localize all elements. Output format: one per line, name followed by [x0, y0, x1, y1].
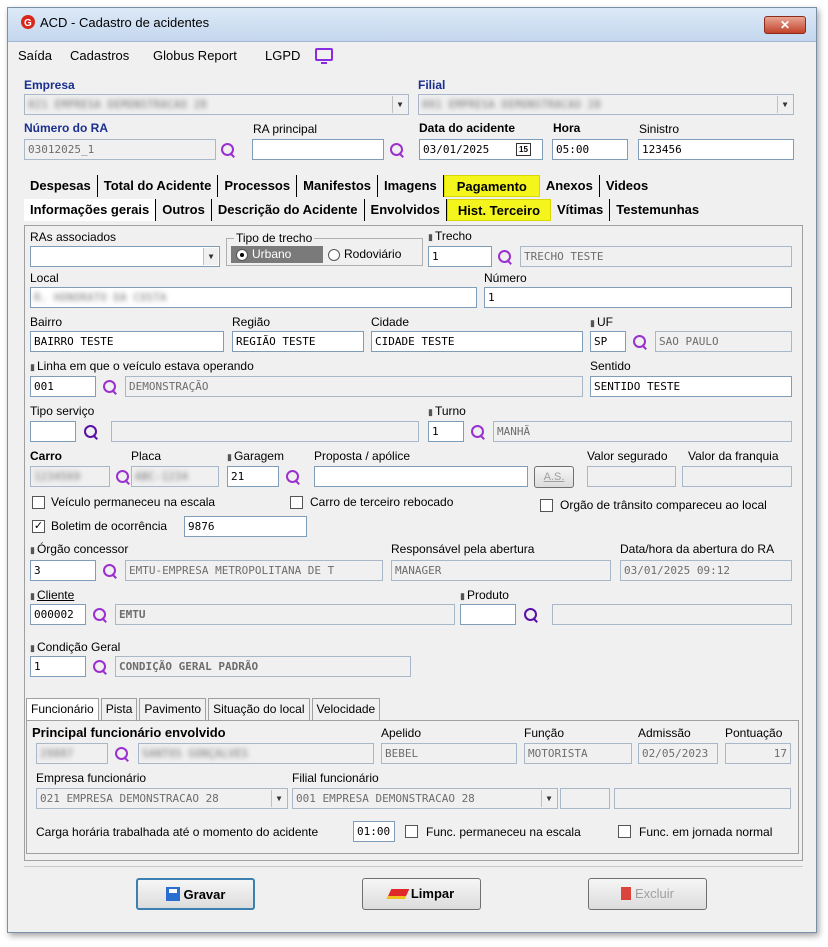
limpar-label: Limpar [410, 886, 455, 901]
turno-label [428, 404, 466, 418]
carro-field[interactable] [30, 466, 110, 487]
pin-icon: ▮ [30, 591, 35, 601]
valor-franquia-field[interactable] [682, 466, 792, 487]
pin-icon: ▮ [30, 545, 35, 555]
linha-label [30, 359, 254, 373]
boletim-field[interactable]: 9876 [184, 516, 307, 537]
empresa-func-select[interactable] [36, 788, 288, 809]
hora-field[interactable]: 05:00 [552, 139, 628, 160]
search-icon[interactable] [83, 424, 99, 440]
data-abertura-label: Data/hora da abertura do RA [620, 542, 775, 556]
empresa-select[interactable] [24, 94, 409, 115]
trash-icon [621, 887, 631, 900]
orgao-label [30, 542, 128, 556]
menu-lgpd[interactable]: LGPD [265, 48, 301, 63]
funcao-label: Função [524, 726, 565, 740]
ra-principal-label: RA principal [253, 122, 318, 136]
search-icon[interactable] [470, 424, 486, 440]
proposta-label: Proposta / apólice [314, 449, 411, 463]
search-icon[interactable] [115, 469, 131, 485]
subtabs [26, 698, 382, 720]
func-escala-label: Func. permaneceu na escala [426, 825, 581, 839]
urbano-label: Urbano [252, 247, 292, 261]
search-icon[interactable] [523, 607, 539, 623]
chevron-down-icon[interactable]: ▼ [271, 790, 286, 807]
tab-envolvidos[interactable]: Envolvidos [365, 199, 447, 221]
garagem-label-text: Garagem [233, 449, 284, 463]
tab-videos[interactable]: Videos [605, 178, 649, 193]
boletim-checkbox[interactable]: ✓ [33, 520, 44, 532]
filial-label: Filial [418, 78, 446, 92]
data-abertura-field: 03/01/2025 09:12 [620, 560, 792, 581]
pin-icon: ▮ [227, 452, 232, 462]
turno-code-field[interactable]: 1 [428, 421, 464, 442]
tipo-servico-desc-field [111, 421, 419, 442]
tab-descricao-acidente[interactable]: Descrição do Acidente [212, 199, 365, 221]
condicao-desc-field: CONDIÇÃO GERAL PADRÃO [115, 656, 411, 677]
func-jornada-label: Func. em jornada normal [639, 825, 773, 839]
pin-icon: ▮ [428, 232, 433, 242]
rodoviario-label: Rodoviário [344, 247, 402, 261]
tab-imagens[interactable]: Imagens [378, 175, 444, 197]
empresa-func-value: 021 EMPRESA DEMONSTRACAO 28 [40, 792, 219, 805]
eraser-icon [386, 889, 409, 899]
tipo-trecho-label: Tipo de trecho [236, 231, 313, 245]
linha-label-text: Linha em que o veículo estava operando [36, 359, 254, 373]
carro-terceiro-label: Carro de terceiro rebocado [310, 495, 454, 509]
close-button[interactable]: ✕ [764, 16, 806, 34]
rodoviario-radio[interactable] [328, 249, 340, 261]
gravar-label: Gravar [183, 887, 226, 902]
local-label: Local [30, 271, 59, 285]
placa-field [131, 466, 219, 487]
apelido-field: BEBEL [381, 743, 517, 764]
filial-func-label: Filial funcionário [292, 771, 379, 785]
garagem-label [227, 449, 284, 463]
carga-label: Carga horária trabalhada até o momento do acidente [36, 825, 319, 839]
regiao-field[interactable]: REGIÃO TESTE [232, 331, 364, 352]
tab-anexos[interactable]: Anexos [540, 175, 600, 197]
numero-ra-field[interactable]: 03012025_1 [24, 139, 216, 160]
hora-label: Hora [553, 121, 581, 135]
local-field[interactable] [30, 287, 477, 308]
empresa-value: 021 EMPRESA DEMONSTRACAO 28 [28, 98, 207, 111]
chevron-down-icon[interactable]: ▼ [541, 790, 556, 807]
orgao-code-field[interactable]: 3 [30, 560, 96, 581]
search-icon[interactable] [497, 249, 513, 265]
ras-select[interactable] [30, 246, 220, 267]
orgao-label-text: Órgão concessor [36, 542, 129, 556]
condicao-label-text: Condição Geral [36, 640, 121, 654]
apelido-label: Apelido [381, 726, 422, 740]
filial-func-select[interactable] [292, 788, 558, 809]
bairro-field[interactable]: BAIRRO TESTE [30, 331, 224, 352]
pin-icon: ▮ [30, 643, 35, 653]
carga-field[interactable]: 01:00 [353, 821, 395, 842]
cidade-field[interactable]: CIDADE TESTE [371, 331, 583, 352]
trecho-label-text: Trecho [434, 229, 472, 243]
ra-principal-field[interactable] [252, 139, 384, 160]
filial-value: 001 EMPRESA DEMONSTRACAO 28 [422, 98, 601, 111]
regiao-label: Região [232, 315, 271, 329]
tipo-servico-code-field[interactable] [30, 421, 76, 442]
tab-hist-terceiro[interactable]: Hist. Terceiro [447, 199, 551, 221]
menu-globus-report[interactable]: Globus Report [153, 48, 237, 63]
garagem-field[interactable]: 21 [227, 466, 279, 487]
uf-code-field[interactable]: SP [590, 331, 626, 352]
search-icon[interactable] [92, 607, 108, 623]
turno-label-text: Turno [434, 404, 466, 418]
search-icon[interactable] [114, 746, 130, 762]
sinistro-label: Sinistro [639, 122, 680, 136]
cliente-code-field[interactable]: 000002 [30, 604, 86, 625]
tipo-servico-label: Tipo serviço [30, 404, 95, 418]
empresa-label: Empresa [24, 78, 75, 92]
pontuacao-field: 17 [725, 743, 791, 764]
menu-saida[interactable]: Saída [18, 48, 52, 63]
placa-value: ABC-1234 [135, 470, 188, 483]
save-icon [166, 887, 180, 901]
produto-desc-field [552, 604, 792, 625]
turno-desc-field: MANHÃ [493, 421, 792, 442]
uf-label-text: UF [596, 315, 613, 329]
veiculo-escala-checkbox[interactable] [32, 496, 45, 509]
filial-select[interactable] [418, 94, 794, 115]
svg-text:G: G [24, 18, 32, 29]
excluir-label: Excluir [634, 886, 674, 901]
funcao-field: MOTORISTA [524, 743, 632, 764]
chevron-down-icon[interactable]: ▼ [392, 96, 407, 113]
filial-func-value: 001 EMPRESA DEMONSTRACAO 28 [296, 792, 475, 805]
search-icon[interactable] [389, 142, 405, 158]
cidade-label: Cidade [371, 315, 410, 329]
data-acidente-value: 03/01/2025 [423, 143, 490, 156]
subtab-funcionario[interactable]: Funcionário [26, 698, 99, 720]
func-name-field [138, 743, 374, 764]
tabs-row-1 [24, 175, 654, 197]
search-icon[interactable] [92, 659, 108, 675]
cliente-desc-field: EMTU [115, 604, 455, 625]
carro-value: 1234569 [34, 470, 81, 483]
numero-field[interactable]: 1 [484, 287, 792, 308]
tab-processos[interactable]: Processos [218, 175, 297, 197]
tab-despesas[interactable]: Despesas [24, 175, 98, 197]
search-icon[interactable] [220, 142, 236, 158]
orgao-transito-checkbox[interactable] [540, 499, 553, 512]
sentido-label: Sentido [590, 359, 631, 373]
condicao-code-field[interactable]: 1 [30, 656, 86, 677]
uf-label [590, 315, 613, 329]
extra-field-2 [614, 788, 791, 809]
search-icon[interactable] [102, 563, 118, 579]
produto-label-text: Produto [466, 588, 509, 602]
tab-testemunhas[interactable]: Testemunhas [616, 202, 700, 217]
principal-func-label: Principal funcionário envolvido [32, 725, 226, 740]
as-button[interactable]: A.S. [534, 466, 574, 488]
valor-franquia-label: Valor da franquia [688, 449, 779, 463]
valor-segurado-label: Valor segurado [587, 449, 668, 463]
bairro-label: Bairro [30, 315, 63, 329]
orgao-transito-label: Orgão de trânsito compareceu ao local [560, 498, 767, 512]
pin-icon: ▮ [590, 318, 595, 328]
cliente-label [30, 588, 74, 602]
tab-vitimas[interactable]: Vítimas [551, 199, 610, 221]
tab-total-acidente[interactable]: Total do Acidente [98, 175, 219, 197]
subtab-pavimento[interactable]: Pavimento [139, 698, 206, 720]
pontuacao-label: Pontuação [725, 726, 783, 740]
chevron-down-icon[interactable]: ▼ [203, 248, 218, 265]
chevron-down-icon[interactable]: ▼ [777, 96, 792, 113]
func-code-field[interactable] [36, 743, 108, 764]
cliente-label-text: Cliente [36, 588, 75, 602]
tab-informacoes-gerais[interactable]: Informações gerais [24, 199, 156, 221]
pin-icon: ▮ [460, 591, 465, 601]
extra-field-1 [560, 788, 610, 809]
carro-label: Carro [30, 449, 63, 463]
menu-bar [8, 42, 816, 68]
admissao-field: 02/05/2023 [638, 743, 718, 764]
monitor-icon[interactable] [315, 48, 333, 61]
numero-label: Número [484, 271, 527, 285]
placa-label: Placa [131, 449, 162, 463]
sentido-field[interactable]: SENTIDO TESTE [590, 376, 792, 397]
subtab-pista[interactable]: Pista [101, 698, 138, 720]
resp-field: MANAGER [391, 560, 611, 581]
trecho-desc-field: TRECHO TESTE [520, 246, 792, 267]
produto-label [460, 588, 509, 602]
produto-code-field[interactable] [460, 604, 516, 625]
tabs-row-2 [24, 199, 705, 221]
data-acidente-label: Data do acidente [419, 121, 516, 135]
pin-icon: ▮ [30, 362, 35, 372]
valor-segurado-field[interactable] [587, 466, 676, 487]
func-code-value: 29887 [40, 747, 74, 760]
trecho-label [428, 229, 472, 243]
ras-label: RAs associados [30, 230, 117, 244]
main-window [7, 7, 817, 933]
proposta-field[interactable] [314, 466, 528, 487]
calendar-icon[interactable]: 15 [516, 143, 531, 156]
orgao-desc-field: EMTU-EMPRESA METROPOLITANA DE T [125, 560, 383, 581]
tab-outros[interactable]: Outros [156, 199, 212, 221]
app-logo-icon [20, 14, 36, 30]
uf-desc-field: SAO PAULO [655, 331, 792, 352]
empresa-func-label: Empresa funcionário [36, 771, 147, 785]
admissao-label: Admissão [638, 726, 691, 740]
title-bar [8, 8, 816, 42]
boletim-label: Boletim de ocorrência [51, 519, 168, 533]
local-value: R. HONORATO DA COSTA [34, 291, 167, 304]
func-escala-checkbox[interactable] [405, 825, 418, 838]
numero-ra-label: Número do RA [24, 121, 108, 135]
trecho-code-field[interactable]: 1 [428, 246, 492, 267]
limpar-button[interactable] [362, 878, 481, 910]
search-icon[interactable] [102, 379, 118, 395]
func-jornada-checkbox[interactable] [618, 825, 631, 838]
urbano-radio[interactable] [236, 249, 248, 261]
pin-icon: ▮ [428, 407, 433, 417]
excluir-button[interactable] [588, 878, 707, 910]
carro-terceiro-checkbox[interactable] [290, 496, 303, 509]
condicao-label [30, 640, 120, 654]
subtab-velocidade[interactable]: Velocidade [312, 698, 381, 720]
resp-label: Responsável pela abertura [391, 542, 535, 556]
menu-cadastros[interactable]: Cadastros [70, 48, 130, 63]
tab-manifestos[interactable]: Manifestos [297, 175, 378, 197]
linha-code-field[interactable]: 001 [30, 376, 96, 397]
linha-desc-field: DEMONSTRAÇÃO [125, 376, 583, 397]
veiculo-escala-label: Veículo permaneceu na escala [51, 495, 216, 509]
window-title: ACD - Cadastro de acidentes [40, 15, 210, 30]
search-icon[interactable] [632, 334, 648, 350]
sinistro-field[interactable]: 123456 [638, 139, 794, 160]
func-name-value: SANTOS GONÇALVES [142, 747, 248, 760]
tab-pagamento[interactable]: Pagamento [444, 175, 540, 197]
search-icon[interactable] [285, 469, 301, 485]
gravar-button[interactable] [136, 878, 255, 910]
subtab-situacao-local[interactable]: Situação do local [208, 698, 309, 720]
